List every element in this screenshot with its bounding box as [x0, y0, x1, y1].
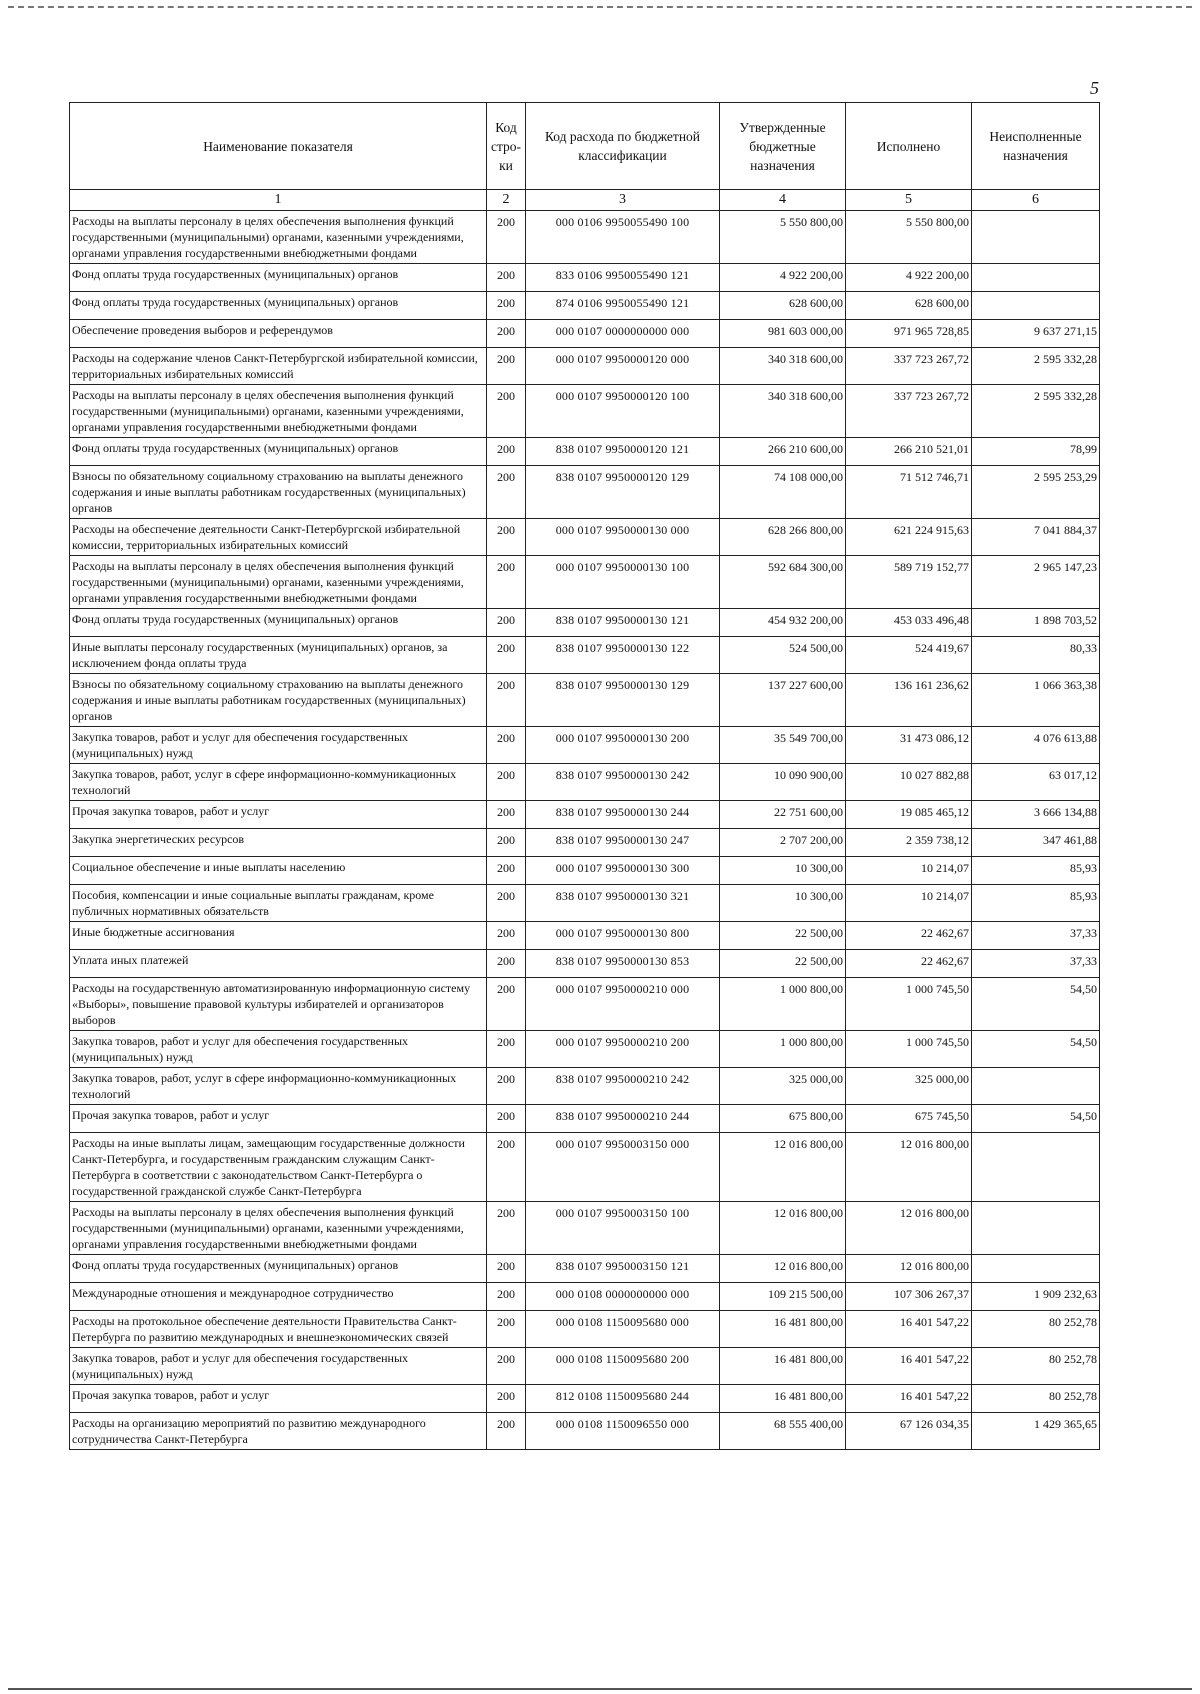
row-name: Взносы по обязательному социальному страхованию на выплаты денежного содержания и иные выплаты работникам государственных (муниципальных) органов	[70, 466, 487, 519]
row-approved: 12 016 800,00	[720, 1133, 846, 1202]
row-name: Взносы по обязательному социальному страхованию на выплаты денежного содержания и иные выплаты работникам государственных (муниципальных) органов	[70, 674, 487, 727]
row-approved: 1 000 800,00	[720, 978, 846, 1031]
row-expense-code: 838 0107 9950000210 242	[526, 1068, 720, 1105]
row-executed: 107 306 267,37	[846, 1283, 972, 1311]
row-unexecuted: 2 595 253,29	[972, 466, 1100, 519]
row-executed: 337 723 267,72	[846, 385, 972, 438]
row-expense-code: 000 0107 9950000210 000	[526, 978, 720, 1031]
row-line-code: 200	[487, 264, 526, 292]
row-name: Расходы на иные выплаты лицам, замещающим государственные должности Санкт-Петербурга, и государственным гражданским служащим Санкт-Петербурга в соответствии с законодательством Санкт-Петербурга о государственной гражданской службе Санкт-Петербурга	[70, 1133, 487, 1202]
row-approved: 628 266 800,00	[720, 519, 846, 556]
row-executed: 971 965 728,85	[846, 320, 972, 348]
row-executed: 524 419,67	[846, 637, 972, 674]
row-unexecuted: 78,99	[972, 438, 1100, 466]
row-expense-code: 838 0107 9950000130 247	[526, 829, 720, 857]
row-executed: 16 401 547,22	[846, 1348, 972, 1385]
row-unexecuted: 1 066 363,38	[972, 674, 1100, 727]
row-approved: 2 707 200,00	[720, 829, 846, 857]
row-line-code: 200	[487, 1068, 526, 1105]
table-row	[70, 1105, 1100, 1133]
header-row	[70, 103, 1100, 190]
row-name: Фонд оплаты труда государственных (муниципальных) органов	[70, 292, 487, 320]
row-executed: 22 462,67	[846, 922, 972, 950]
table-row	[70, 264, 1100, 292]
row-approved: 35 549 700,00	[720, 727, 846, 764]
row-expense-code: 000 0107 9950000130 200	[526, 727, 720, 764]
row-unexecuted: 63 017,12	[972, 764, 1100, 801]
row-name: Иные выплаты персоналу государственных (муниципальных) органов, за исключением фонда оплаты труда	[70, 637, 487, 674]
row-approved: 137 227 600,00	[720, 674, 846, 727]
row-expense-code: 000 0106 9950055490 100	[526, 211, 720, 264]
row-expense-code: 838 0107 9950000130 122	[526, 637, 720, 674]
row-name: Фонд оплаты труда государственных (муниципальных) органов	[70, 609, 487, 637]
row-approved: 10 300,00	[720, 885, 846, 922]
row-executed: 675 745,50	[846, 1105, 972, 1133]
row-line-code: 200	[487, 764, 526, 801]
row-unexecuted: 2 595 332,28	[972, 348, 1100, 385]
row-expense-code: 838 0107 9950000130 129	[526, 674, 720, 727]
row-name: Закупка товаров, работ, услуг в сфере информационно-коммуникационных технологий	[70, 764, 487, 801]
table-row	[70, 556, 1100, 609]
row-name: Расходы на государственную автоматизированную информационную систему «Выборы», повышение правовой культуры избирателей и организаторов выборов	[70, 978, 487, 1031]
row-line-code: 200	[487, 1133, 526, 1202]
row-executed: 136 161 236,62	[846, 674, 972, 727]
row-line-code: 200	[487, 385, 526, 438]
table-row	[70, 292, 1100, 320]
row-executed: 31 473 086,12	[846, 727, 972, 764]
row-name: Пособия, компенсации и иные социальные выплаты гражданам, кроме публичных нормативных обязательств	[70, 885, 487, 922]
row-approved: 10 090 900,00	[720, 764, 846, 801]
row-name: Прочая закупка товаров, работ и услуг	[70, 1105, 487, 1133]
table-row	[70, 1385, 1100, 1413]
row-line-code: 200	[487, 519, 526, 556]
table-row	[70, 609, 1100, 637]
row-unexecuted: 54,50	[972, 978, 1100, 1031]
row-approved: 524 500,00	[720, 637, 846, 674]
row-unexecuted: 85,93	[972, 857, 1100, 885]
row-approved: 109 215 500,00	[720, 1283, 846, 1311]
header-name: Наименование показателя	[70, 103, 487, 190]
table-row	[70, 922, 1100, 950]
row-approved: 16 481 800,00	[720, 1311, 846, 1348]
table-row	[70, 1202, 1100, 1255]
row-unexecuted: 80,33	[972, 637, 1100, 674]
row-line-code: 200	[487, 1105, 526, 1133]
table-row	[70, 1283, 1100, 1311]
row-executed: 621 224 915,63	[846, 519, 972, 556]
row-expense-code: 000 0108 1150095680 200	[526, 1348, 720, 1385]
row-executed: 589 719 152,77	[846, 556, 972, 609]
row-executed: 1 000 745,50	[846, 978, 972, 1031]
row-expense-code: 833 0106 9950055490 121	[526, 264, 720, 292]
row-approved: 68 555 400,00	[720, 1413, 846, 1450]
row-line-code: 200	[487, 885, 526, 922]
budget-execution-table	[69, 102, 1100, 1450]
row-name: Фонд оплаты труда государственных (муниципальных) органов	[70, 1255, 487, 1283]
row-approved: 675 800,00	[720, 1105, 846, 1133]
row-line-code: 200	[487, 1413, 526, 1450]
row-line-code: 200	[487, 292, 526, 320]
header-unexecuted: Неисполненные назначения	[972, 103, 1100, 190]
row-approved: 340 318 600,00	[720, 385, 846, 438]
row-unexecuted: 54,50	[972, 1105, 1100, 1133]
row-approved: 16 481 800,00	[720, 1385, 846, 1413]
row-line-code: 200	[487, 438, 526, 466]
row-expense-code: 000 0107 9950000130 300	[526, 857, 720, 885]
row-expense-code: 000 0107 9950000210 200	[526, 1031, 720, 1068]
scan-border-top	[8, 6, 1192, 8]
row-executed: 16 401 547,22	[846, 1311, 972, 1348]
row-line-code: 200	[487, 674, 526, 727]
row-line-code: 200	[487, 801, 526, 829]
row-approved: 1 000 800,00	[720, 1031, 846, 1068]
table-row	[70, 727, 1100, 764]
row-executed: 5 550 800,00	[846, 211, 972, 264]
row-executed: 10 027 882,88	[846, 764, 972, 801]
row-name: Закупка товаров, работ и услуг для обеспечения государственных (муниципальных) нужд	[70, 1348, 487, 1385]
row-unexecuted: 1 429 365,65	[972, 1413, 1100, 1450]
row-unexecuted: 4 076 613,88	[972, 727, 1100, 764]
row-unexecuted: 3 666 134,88	[972, 801, 1100, 829]
row-executed: 67 126 034,35	[846, 1413, 972, 1450]
row-name: Расходы на протокольное обеспечение деятельности Правительства Санкт-Петербурга по развитию международных и внешнеэкономических связей	[70, 1311, 487, 1348]
row-name: Расходы на выплаты персоналу в целях обеспечения выполнения функций государственными (муниципальными) органами, казенными учреждениями, органами управления государственными внебюджетными фондами	[70, 211, 487, 264]
row-approved: 325 000,00	[720, 1068, 846, 1105]
row-unexecuted: 80 252,78	[972, 1385, 1100, 1413]
row-expense-code: 000 0108 1150096550 000	[526, 1413, 720, 1450]
row-expense-code: 000 0107 9950003150 000	[526, 1133, 720, 1202]
row-executed: 453 033 496,48	[846, 609, 972, 637]
row-approved: 22 500,00	[720, 950, 846, 978]
row-unexecuted	[972, 1202, 1100, 1255]
row-name: Расходы на содержание членов Санкт-Петербургской избирательной комиссии, территориальных избирательных комиссий	[70, 348, 487, 385]
row-executed: 628 600,00	[846, 292, 972, 320]
row-unexecuted	[972, 1255, 1100, 1283]
row-name: Закупка товаров, работ, услуг в сфере информационно-коммуникационных технологий	[70, 1068, 487, 1105]
row-approved: 628 600,00	[720, 292, 846, 320]
row-name: Закупка энергетических ресурсов	[70, 829, 487, 857]
row-unexecuted: 80 252,78	[972, 1348, 1100, 1385]
row-approved: 454 932 200,00	[720, 609, 846, 637]
table-row	[70, 519, 1100, 556]
table-row	[70, 764, 1100, 801]
table-row	[70, 829, 1100, 857]
row-name: Обеспечение проведения выборов и референдумов	[70, 320, 487, 348]
row-executed: 22 462,67	[846, 950, 972, 978]
row-expense-code: 000 0108 0000000000 000	[526, 1283, 720, 1311]
row-line-code: 200	[487, 922, 526, 950]
row-line-code: 200	[487, 1311, 526, 1348]
row-name: Международные отношения и международное сотрудничество	[70, 1283, 487, 1311]
row-unexecuted: 347 461,88	[972, 829, 1100, 857]
table-row	[70, 1133, 1100, 1202]
table-row	[70, 801, 1100, 829]
row-name: Расходы на выплаты персоналу в целях обеспечения выполнения функций государственными (муниципальными) органами, казенными учреждениями, органами управления государственными внебюджетными фондами	[70, 385, 487, 438]
row-line-code: 200	[487, 556, 526, 609]
table-row	[70, 885, 1100, 922]
row-name: Закупка товаров, работ и услуг для обеспечения государственных (муниципальных) нужд	[70, 1031, 487, 1068]
row-name: Прочая закупка товаров, работ и услуг	[70, 801, 487, 829]
row-name: Закупка товаров, работ и услуг для обеспечения государственных (муниципальных) нужд	[70, 727, 487, 764]
row-expense-code: 000 0107 9950003150 100	[526, 1202, 720, 1255]
row-expense-code: 838 0107 9950000130 242	[526, 764, 720, 801]
row-name: Фонд оплаты труда государственных (муниципальных) органов	[70, 264, 487, 292]
table-row	[70, 466, 1100, 519]
row-unexecuted	[972, 1068, 1100, 1105]
row-unexecuted: 2 595 332,28	[972, 385, 1100, 438]
row-expense-code: 000 0107 9950000130 100	[526, 556, 720, 609]
column-number-row	[70, 190, 1100, 211]
table-row	[70, 1068, 1100, 1105]
row-expense-code: 874 0106 9950055490 121	[526, 292, 720, 320]
row-approved: 22 751 600,00	[720, 801, 846, 829]
table-row	[70, 857, 1100, 885]
header-approved: Утвержденные бюджетные назначения	[720, 103, 846, 190]
row-name: Фонд оплаты труда государственных (муниципальных) органов	[70, 438, 487, 466]
header-line-code: Код стро- ки	[487, 103, 526, 190]
row-executed: 337 723 267,72	[846, 348, 972, 385]
row-expense-code: 000 0107 9950000130 000	[526, 519, 720, 556]
row-executed: 16 401 547,22	[846, 1385, 972, 1413]
table-row	[70, 1031, 1100, 1068]
row-executed: 12 016 800,00	[846, 1202, 972, 1255]
table-row	[70, 1255, 1100, 1283]
column-number: 4	[720, 190, 846, 211]
row-executed: 12 016 800,00	[846, 1255, 972, 1283]
row-line-code: 200	[487, 637, 526, 674]
row-unexecuted	[972, 211, 1100, 264]
row-executed: 19 085 465,12	[846, 801, 972, 829]
row-line-code: 200	[487, 1385, 526, 1413]
row-approved: 4 922 200,00	[720, 264, 846, 292]
row-unexecuted: 37,33	[972, 922, 1100, 950]
row-unexecuted	[972, 1133, 1100, 1202]
row-line-code: 200	[487, 1348, 526, 1385]
row-line-code: 200	[487, 950, 526, 978]
row-executed: 10 214,07	[846, 857, 972, 885]
row-expense-code: 838 0107 9950000130 321	[526, 885, 720, 922]
row-approved: 592 684 300,00	[720, 556, 846, 609]
row-expense-code: 838 0107 9950003150 121	[526, 1255, 720, 1283]
row-name: Социальное обеспечение и иные выплаты населению	[70, 857, 487, 885]
column-number: 3	[526, 190, 720, 211]
row-expense-code: 000 0107 0000000000 000	[526, 320, 720, 348]
row-approved: 12 016 800,00	[720, 1255, 846, 1283]
row-approved: 10 300,00	[720, 857, 846, 885]
table-row	[70, 320, 1100, 348]
row-approved: 266 210 600,00	[720, 438, 846, 466]
table-row	[70, 978, 1100, 1031]
table-row	[70, 438, 1100, 466]
row-line-code: 200	[487, 348, 526, 385]
row-expense-code: 000 0107 9950000120 000	[526, 348, 720, 385]
table-row	[70, 950, 1100, 978]
row-line-code: 200	[487, 1031, 526, 1068]
row-name: Расходы на организацию мероприятий по развитию международного сотрудничества Санкт-Петербурга	[70, 1413, 487, 1450]
row-executed: 1 000 745,50	[846, 1031, 972, 1068]
row-name: Иные бюджетные ассигнования	[70, 922, 487, 950]
row-unexecuted: 2 965 147,23	[972, 556, 1100, 609]
row-line-code: 200	[487, 1255, 526, 1283]
row-unexecuted: 9 637 271,15	[972, 320, 1100, 348]
column-number: 6	[972, 190, 1100, 211]
row-unexecuted: 7 041 884,37	[972, 519, 1100, 556]
row-executed: 2 359 738,12	[846, 829, 972, 857]
table-row	[70, 385, 1100, 438]
row-executed: 325 000,00	[846, 1068, 972, 1105]
table-row	[70, 674, 1100, 727]
row-expense-code: 838 0107 9950000130 853	[526, 950, 720, 978]
row-approved: 22 500,00	[720, 922, 846, 950]
row-expense-code: 000 0107 9950000120 100	[526, 385, 720, 438]
row-unexecuted	[972, 292, 1100, 320]
row-approved: 74 108 000,00	[720, 466, 846, 519]
row-expense-code: 000 0108 1150095680 000	[526, 1311, 720, 1348]
column-number: 1	[70, 190, 487, 211]
row-name: Расходы на обеспечение деятельности Санкт-Петербургской избирательной комиссии, территориальных избирательных комиссий	[70, 519, 487, 556]
row-unexecuted: 1 898 703,52	[972, 609, 1100, 637]
row-name: Расходы на выплаты персоналу в целях обеспечения выполнения функций государственными (муниципальными) органами, казенными учреждениями, органами управления государственными внебюджетными фондами	[70, 556, 487, 609]
row-name: Расходы на выплаты персоналу в целях обеспечения выполнения функций государственными (муниципальными) органами, казенными учреждениями, органами управления государственными внебюджетными фондами	[70, 1202, 487, 1255]
row-approved: 340 318 600,00	[720, 348, 846, 385]
row-line-code: 200	[487, 466, 526, 519]
table-row	[70, 637, 1100, 674]
row-line-code: 200	[487, 609, 526, 637]
row-unexecuted: 37,33	[972, 950, 1100, 978]
row-expense-code: 838 0107 9950000120 121	[526, 438, 720, 466]
row-name: Прочая закупка товаров, работ и услуг	[70, 1385, 487, 1413]
row-line-code: 200	[487, 829, 526, 857]
row-expense-code: 838 0107 9950000120 129	[526, 466, 720, 519]
table-row	[70, 348, 1100, 385]
column-number: 2	[487, 190, 526, 211]
row-line-code: 200	[487, 857, 526, 885]
row-unexecuted: 1 909 232,63	[972, 1283, 1100, 1311]
row-name: Уплата иных платежей	[70, 950, 487, 978]
row-line-code: 200	[487, 1283, 526, 1311]
row-approved: 12 016 800,00	[720, 1202, 846, 1255]
header-executed: Исполнено	[846, 103, 972, 190]
row-executed: 10 214,07	[846, 885, 972, 922]
row-expense-code: 000 0107 9950000130 800	[526, 922, 720, 950]
row-expense-code: 838 0107 9950000130 244	[526, 801, 720, 829]
row-line-code: 200	[487, 727, 526, 764]
row-executed: 71 512 746,71	[846, 466, 972, 519]
row-expense-code: 838 0107 9950000130 121	[526, 609, 720, 637]
row-unexecuted: 85,93	[972, 885, 1100, 922]
table-row	[70, 1413, 1100, 1450]
table-row	[70, 211, 1100, 264]
row-approved: 5 550 800,00	[720, 211, 846, 264]
row-executed: 266 210 521,01	[846, 438, 972, 466]
row-line-code: 200	[487, 320, 526, 348]
page-number: 5	[1090, 78, 1099, 98]
row-expense-code: 838 0107 9950000210 244	[526, 1105, 720, 1133]
table-row	[70, 1348, 1100, 1385]
row-executed: 12 016 800,00	[846, 1133, 972, 1202]
row-executed: 4 922 200,00	[846, 264, 972, 292]
row-line-code: 200	[487, 1202, 526, 1255]
table-row	[70, 1311, 1100, 1348]
row-unexecuted: 54,50	[972, 1031, 1100, 1068]
row-expense-code: 812 0108 1150095680 244	[526, 1385, 720, 1413]
row-unexecuted: 80 252,78	[972, 1311, 1100, 1348]
row-unexecuted	[972, 264, 1100, 292]
column-number: 5	[846, 190, 972, 211]
row-line-code: 200	[487, 978, 526, 1031]
header-expense-code: Код расхода по бюджетной классификации	[526, 103, 720, 190]
scan-border-bottom	[8, 1688, 1192, 1690]
row-approved: 981 603 000,00	[720, 320, 846, 348]
row-approved: 16 481 800,00	[720, 1348, 846, 1385]
row-line-code: 200	[487, 211, 526, 264]
